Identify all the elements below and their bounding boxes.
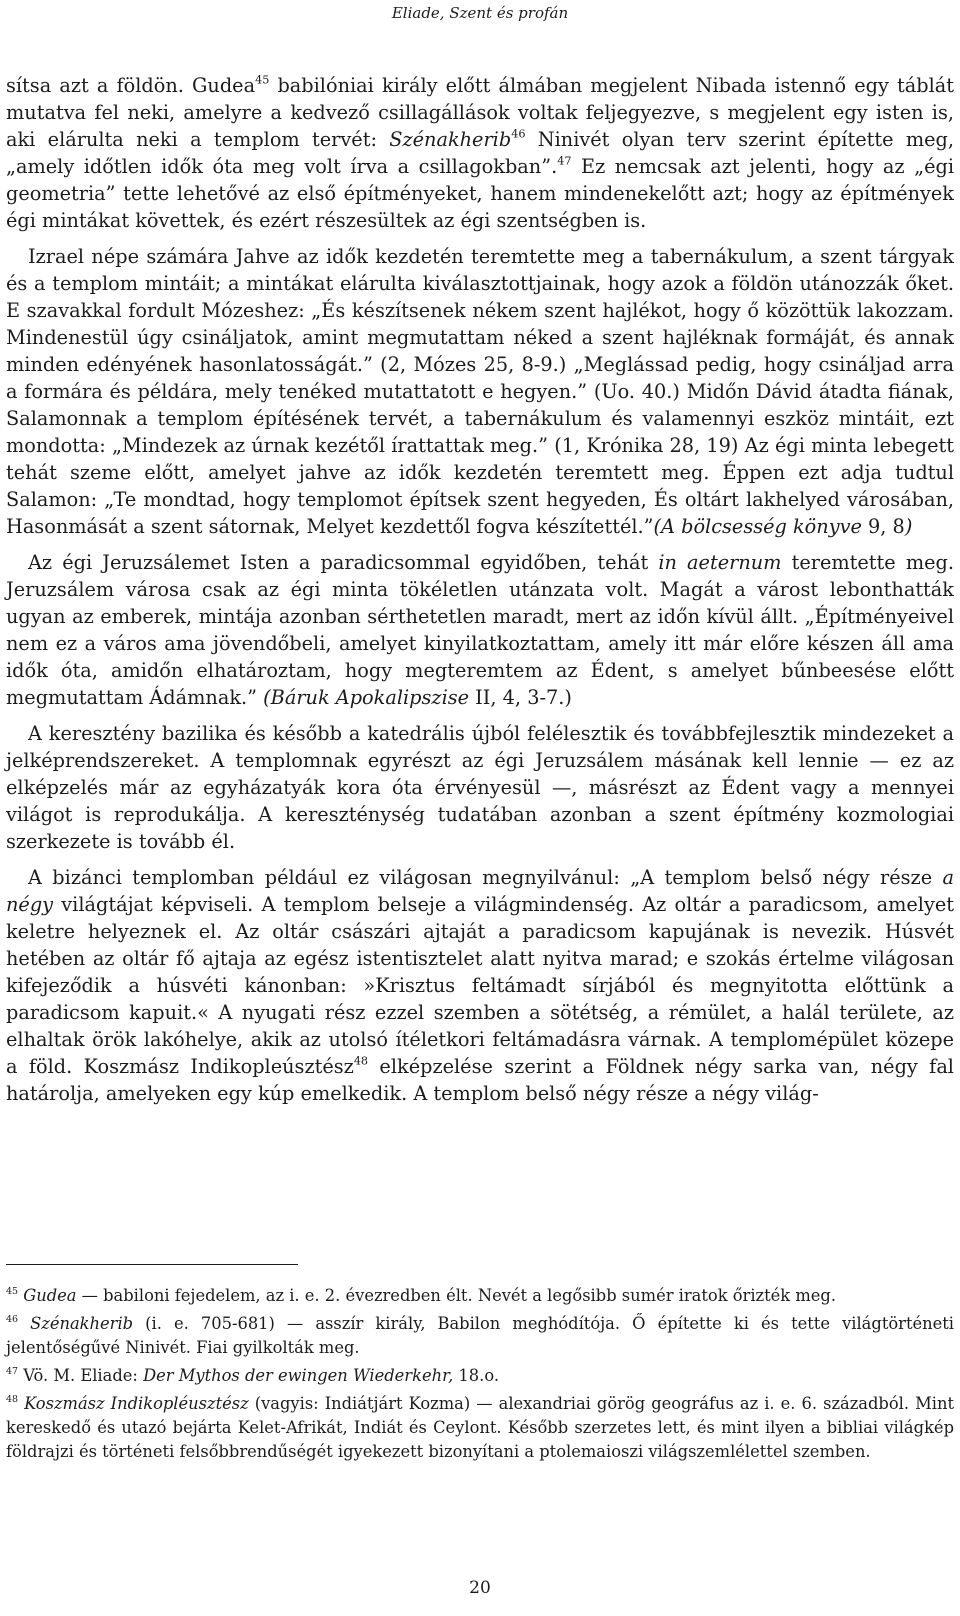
footnote-ref: 46 xyxy=(6,1313,19,1325)
footnote-separator xyxy=(6,1264,298,1265)
footnote-ref: 47 xyxy=(557,154,572,168)
text-run: Ninivét olyan terv szerint építette meg, „amely időtlen idők óta meg volt írva a csillagokban”. xyxy=(6,128,954,178)
paragraph xyxy=(6,549,954,711)
paragraph xyxy=(6,720,954,855)
page-number: 20 xyxy=(469,1578,491,1598)
text-run: Izrael népe számára Jahve az idők kezdetén teremtette meg a tabernákulum, a szent tárgyak és a templom mintáit; a mintákat elárulta kiválasztottjainak, hogy azok a földön utánozzák őket. E szavakkal fordult Mózeshez: „És készítsenek nékem szent hajlékot, hogy ő közöttük lakozzam. Mindenestül úgy csináljatok, amint megmutattam néked a szent hajléknak formáját, és annak minden edényének hasonlatosságát.” (2, Mózes 25, 8-9.) „Meglássad pedig, hogy csináljad arra a formára és példára, mely tenéked mutattatott e hegyen.” (Uo. 40.) Midőn Dávid átadta fiának, Salamonnak a templom építésének tervét, a tabernákulum és valamennyi eszköz mintáit, ezt mondotta: „Mindezek az úrnak kezétől írattattak meg.” (1, Krónika 28, 19) Az égi minta lebegett tehát szeme előtt, amelyet jahve az idők kezdetén teremtett meg. Éppen ezt adja tudtul Salamon: „Te mondtad, hogy templomot építsek szent hegyeden, És oltárt lakhelyed városában, Hasonmását a szent sátornak, Melyet kezdettől fogva készítettél.” xyxy=(6,245,954,538)
footnote-ref: 45 xyxy=(255,73,270,87)
italic-text: Szénakherib xyxy=(30,1314,134,1333)
text-run: 9, 8 xyxy=(861,515,905,538)
italic-text: (A bölcsesség könyve xyxy=(653,515,862,538)
footnote-ref: 48 xyxy=(353,1054,369,1068)
text-run: A bizánci templomban például ez világosan megnyilvánul: „A templom belső négy része xyxy=(28,866,943,889)
text-run: sítsa azt a földön. Gudea xyxy=(6,74,256,97)
footnote-ref: 48 xyxy=(6,1393,19,1405)
paragraph xyxy=(6,243,954,540)
text-run: A keresztény bazilika és később a katedrális újból felélesztik és továbbfejlesztik mindezeket a jelképrendszereket. A templomnak egyrészt az égi Jeruzsálem másának kell lennie — ez az elképzelés már az egyházatyák kora óta érvényesül —, másrészt az Édent vagy a mennyei világot is reprodukálja. A kereszténység tudatában azonban a szent építmény kozmologiai szerkezete is tovább él. xyxy=(6,722,954,853)
text-run: II, 4, 3-7.) xyxy=(469,686,572,709)
text-run: teremtette meg. Jeruzsálem városa csak az égi minta tökéletlen utánzata volt. Magát a várost lebonthatták ugyan az emberek, mintája azonban sérthetetlen maradt, mert az időn kívül állt. „Építményeivel nem ez a város ama jövendőbeli, amelyet kinyilatkoztattam, amely itt már előre készen áll ama idők óta, amidőn elhatároztam, hogy megteremtem az Édent, s amelyet bűnbeesése előtt megmutattam Ádámnak.” xyxy=(6,551,954,709)
italic-text: Koszmász Indikopléusztész xyxy=(24,1394,249,1413)
footnote-ref: 45 xyxy=(6,1285,19,1297)
running-header: Eliade, Szent és profán xyxy=(391,4,569,22)
text-run: (vagyis: Indiátjárt Kozma) — alexandriai görög geográfus az i. e. 6. századból. Mint kereskedő és utazó bejárta Kelet-Afrikát, Indiát és Ceylont. Később szerzetes lett, és mint ilyen a bibliai világkép földrajzi és történeti felsőbbrendűségét igyekezett bizonyítani a ptolemaioszi világszemlélettel szemben. xyxy=(6,1394,954,1461)
footnote-ref: 47 xyxy=(6,1365,19,1377)
italic-text: in aeternum xyxy=(658,551,782,574)
text-run: elképzelése szerint a Földnek négy sarka van, négy fal határolja, amelyeken egy kúp emelkedik. A templom belső négy része a négy világ- xyxy=(6,1055,954,1105)
footnote-47 xyxy=(6,1364,954,1388)
footnotes xyxy=(6,1284,954,1468)
body-text xyxy=(6,72,954,1107)
text-run: Az égi Jeruzsálemet Isten a paradicsommal egyidőben, tehát xyxy=(28,551,659,574)
italic-text: a négy xyxy=(6,866,954,916)
text-run: világtájat képviseli. A templom belseje a világmindenség. Az oltár a paradicsom, amelyet keletre helyeznek el. Az oltár császári ajtaját a paradicsom kapujának is nevezik. Húsvét hetében az oltár fő ajtaja az egész istentisztelet alatt nyitva marad; e szokás értelme világosan kifejeződik a húsvéti kánonban: »Krisztus feltámadt sírjából és megnyitotta előttünk a paradicsom kapuit.« A nyugati rész ezzel szemben a sötétség, a rémület, a halál területe, az elhaltak örök lakóhelye, akik az utolsó ítéletkori feltámadásra várnak. A templomépület közepe a föld. Koszmász Indikopleúsztész xyxy=(6,893,954,1078)
text-run: Vö. M. Eliade: xyxy=(18,1366,144,1385)
text-run: (i. e. 705-681) — asszír király, Babilon meghódítója. Ő építette ki és tette világtörténeti jelentőségűvé Ninivét. Fiai gyilkolták meg. xyxy=(6,1314,954,1357)
italic-text: Gudea xyxy=(23,1286,77,1305)
italic-text: Szénakherib xyxy=(389,128,512,151)
footnote-46 xyxy=(6,1312,954,1360)
paragraph xyxy=(6,864,954,1107)
footnote-ref: 46 xyxy=(511,127,526,141)
footnote-45 xyxy=(6,1284,954,1308)
footnote-48 xyxy=(6,1392,954,1464)
text-run: babilóniai király előtt álmában megjelent Nibada istennő egy táblát mutatva fel neki, amelyre a kedvező csillagállások voltak feljegyezve, s megjelent egy isten is, aki elárulta neki a templom tervét: xyxy=(6,74,954,151)
text-run xyxy=(18,1314,30,1333)
italic-text: Der Mythos der ewingen Wiederkehr, xyxy=(143,1366,454,1385)
text-run: Ez nemcsak azt jelenti, hogy az „égi geometria” tette lehetővé az első építményeket, hanem mindenekelőtt azt; hogy az építmények égi mintákat követtek, és ezért részesültek az égi szentségben is. xyxy=(6,155,954,232)
text-run: 18.o. xyxy=(453,1366,500,1385)
italic-text: (Báruk Apokalipszise xyxy=(263,686,470,709)
italic-text: ) xyxy=(904,515,913,538)
text-run: — babiloni fejedelem, az i. e. 2. évezredben élt. Nevét a legősibb sumér iratok őrizték meg. xyxy=(76,1286,837,1305)
paragraph xyxy=(6,72,954,234)
